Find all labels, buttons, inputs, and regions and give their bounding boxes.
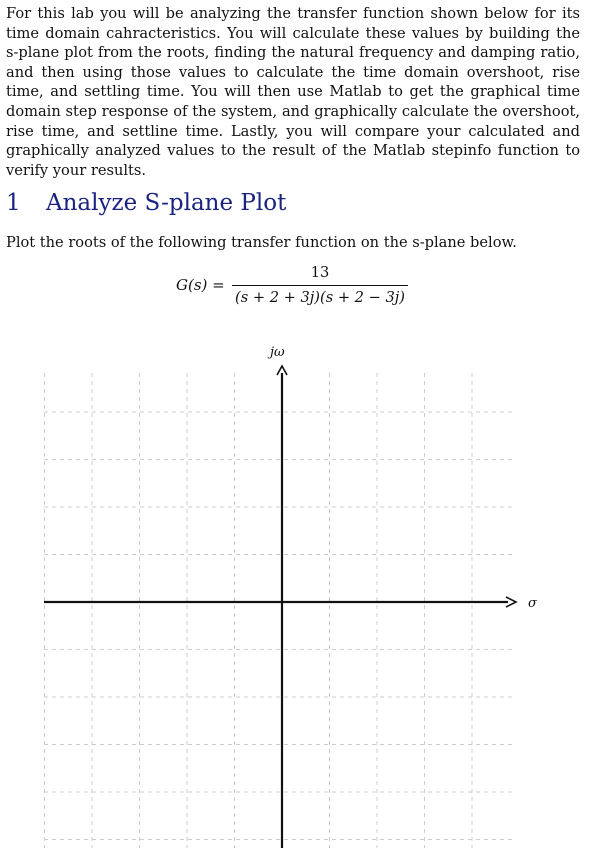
section-heading <box>6 190 286 216</box>
equation-denominator: (s + 2 + 3j)(s + 2 − 3j) <box>235 289 405 306</box>
fraction-bar <box>232 285 408 286</box>
horizontal-axis <box>44 597 516 607</box>
horizontal-axis-label: σ <box>528 596 537 611</box>
section-instruction: Plot the roots of the following transfer function on the s-plane below. <box>6 234 517 251</box>
transfer-function-equation <box>0 262 592 312</box>
s-plane-plot <box>0 330 592 848</box>
s-plane-grid <box>44 373 514 848</box>
vertical-axis <box>277 366 287 848</box>
intro-paragraph: For this lab you will be analyzing the transfer function shown below for its time domain cahracteristics. You will calculate these values by building the s-plane plot from the roots, finding the natural frequency and damping ratio, and then using those values to calculate the time domain overshoot, rise time, and settling time. You will then use Matlab to get the graphical time domain step response of the system, and graphically calculate the overshoot, rise time, and settline time. Lastly, you will compare your calculated and graphically analyzed values to the result of the Matlab stepinfo function to verify your results. <box>6 5 580 179</box>
equation-numerator: 13 <box>310 264 330 281</box>
section-number: 1 <box>6 190 21 216</box>
vertical-axis-label: jω <box>270 345 285 360</box>
equation-lhs: G(s) = <box>176 276 225 294</box>
section-title: Analyze S-plane Plot <box>46 190 287 216</box>
